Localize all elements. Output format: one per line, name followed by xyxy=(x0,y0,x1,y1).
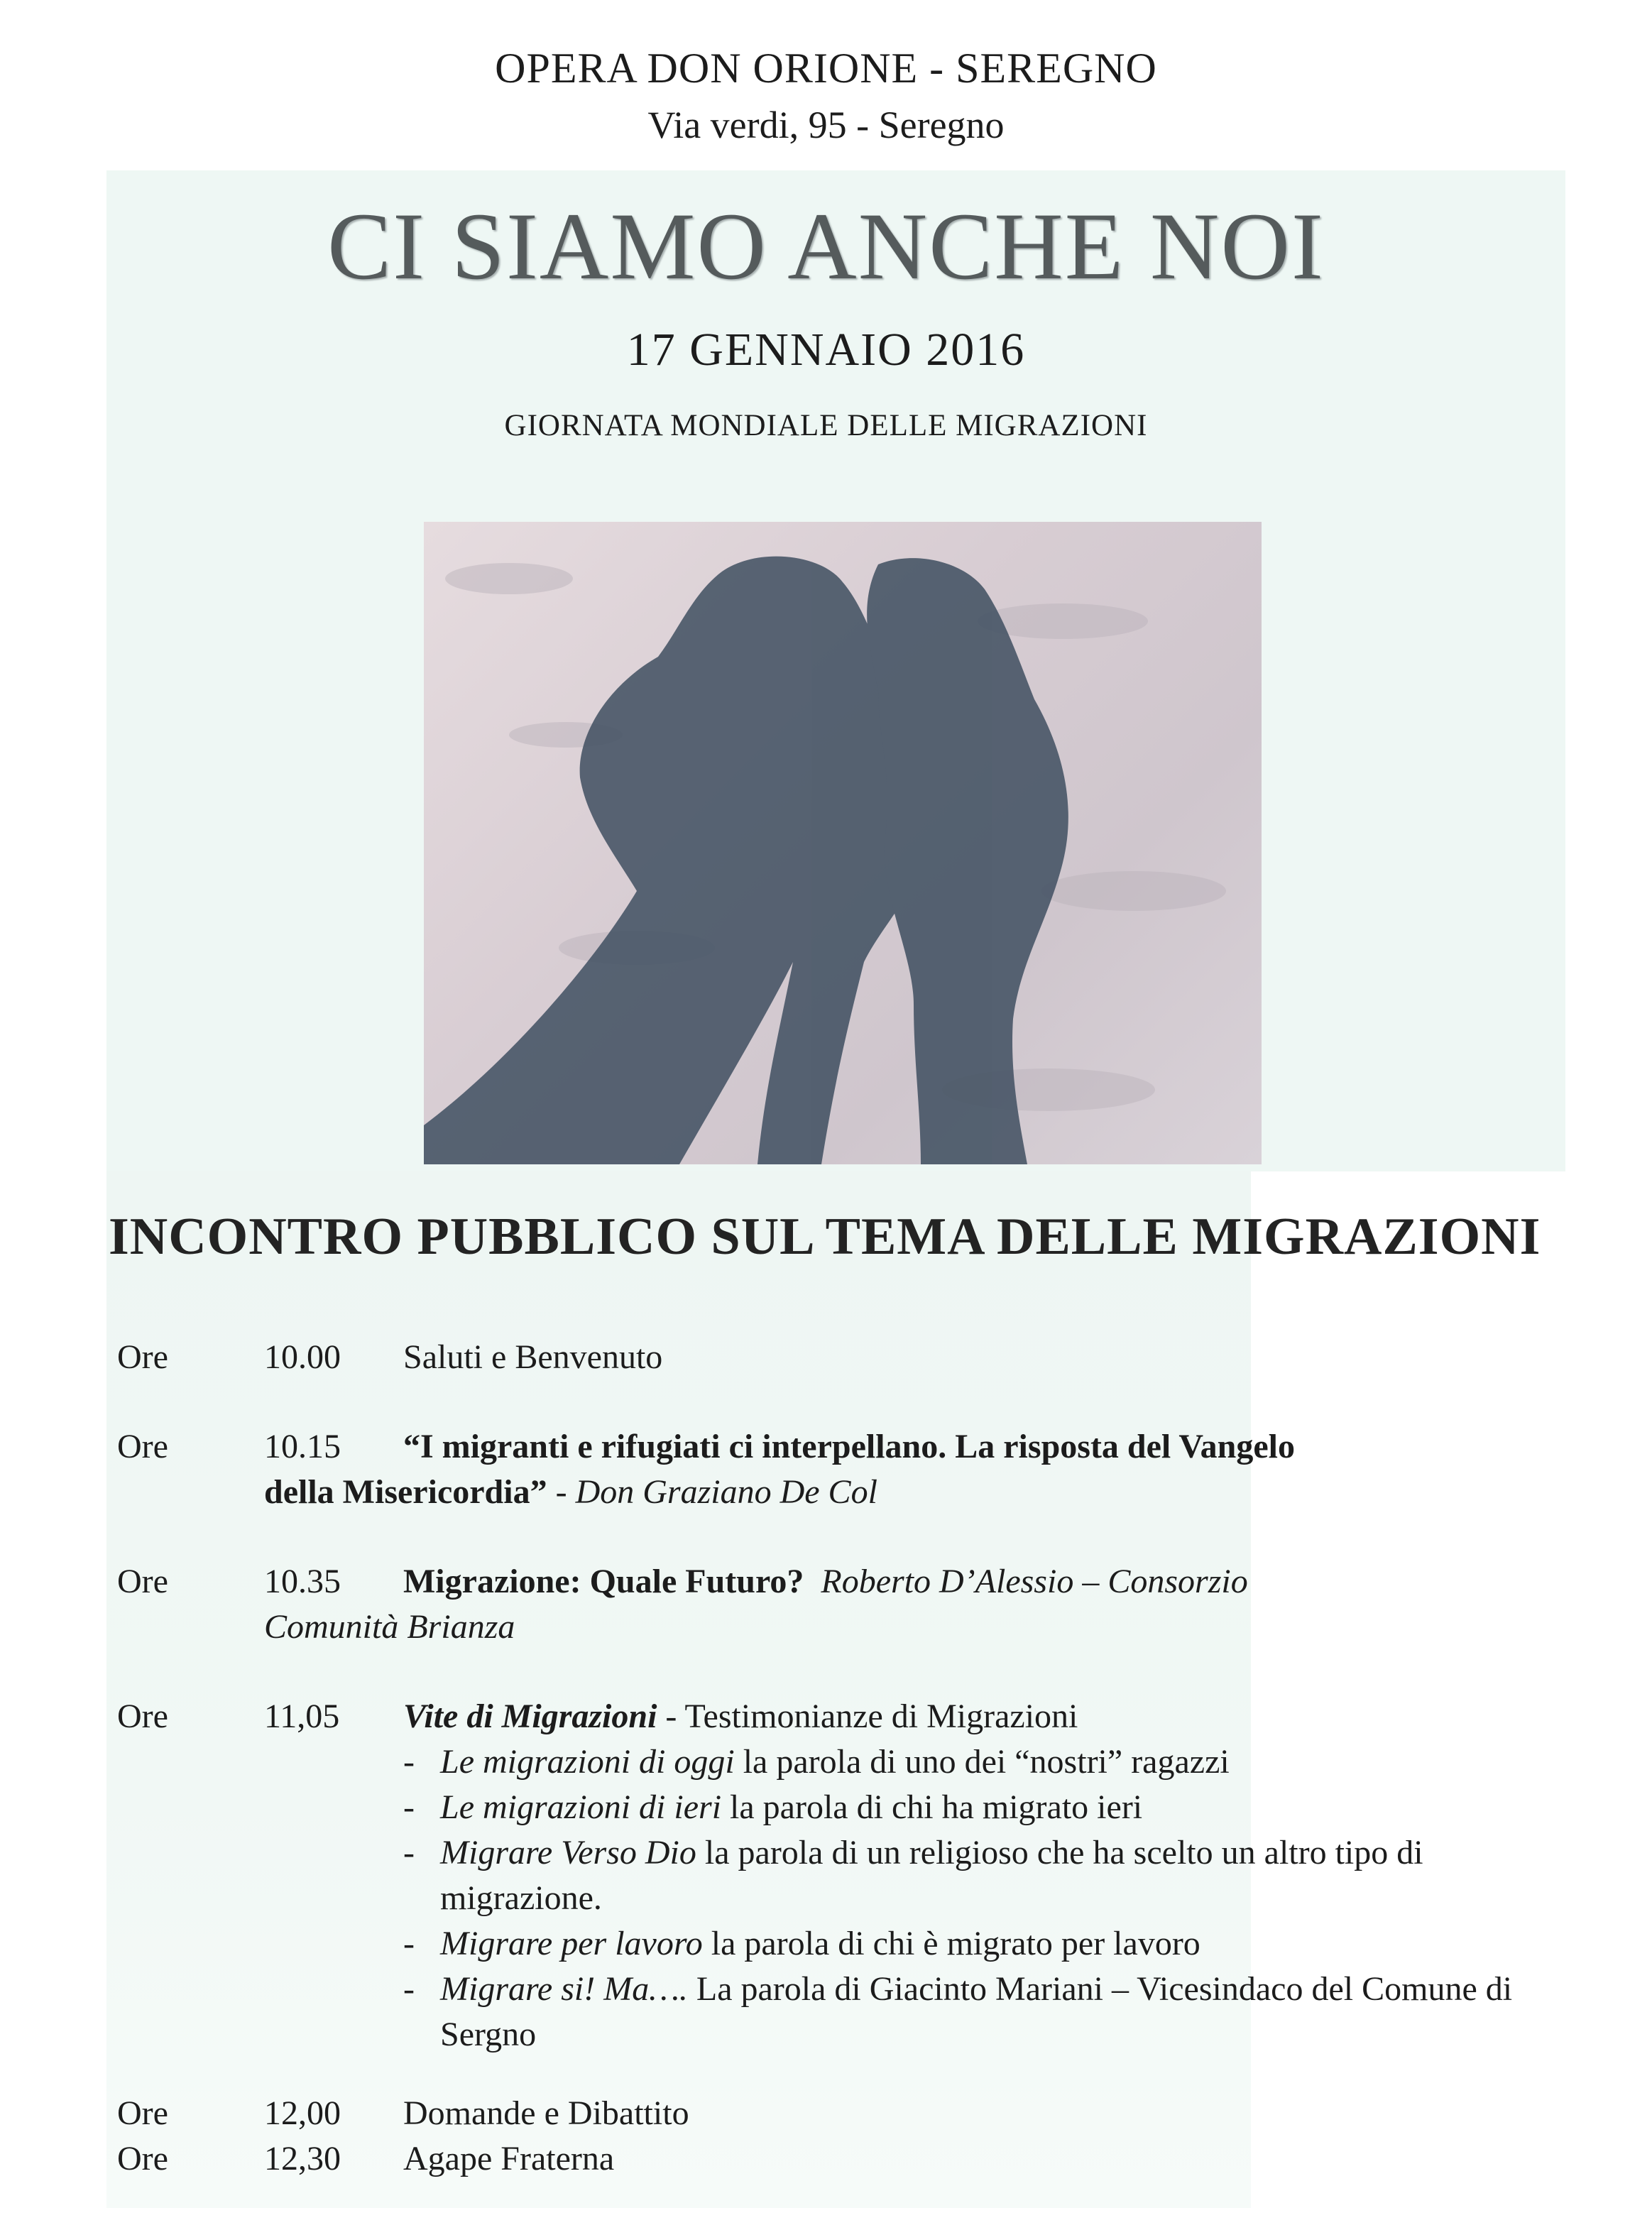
testimony-title: Migrare Verso Dio xyxy=(440,1834,696,1871)
talk-speaker: Don Graziano De Col xyxy=(575,1473,877,1511)
testimony-text: la parola di chi ha migrato ieri xyxy=(721,1788,1143,1826)
talk-title-part1: “I migranti e rifugiati ci interpellano. La risposta del Vangelo xyxy=(403,1428,1295,1465)
talk-separator: - xyxy=(547,1473,576,1511)
event-date: 17 GENNAIO 2016 xyxy=(626,324,1026,376)
testimony-title: Le migrazioni di oggi xyxy=(440,1743,735,1781)
ore-label: Ore xyxy=(117,1698,168,1735)
talk-speaker-continuation: Comunità Brianza xyxy=(264,1608,515,1646)
testimony-text: la parola di chi è migrato per lavoro xyxy=(702,1925,1200,1962)
program-description xyxy=(403,1694,1553,1739)
talk-title: Migrazione: Quale Futuro? xyxy=(403,1563,804,1600)
program-description: Domande e Dibattito xyxy=(403,2094,689,2132)
program-description: Saluti e Benvenuto xyxy=(403,1338,663,1376)
section-title: INCONTRO PUBBLICO SUL TEMA DELLE MIGRAZIONI xyxy=(109,1208,1541,1266)
program-description: Agape Fraterna xyxy=(403,2140,615,2177)
testimony-text: la parola di un religioso che ha scelto un altro tipo di migrazione. xyxy=(440,1834,1423,1917)
talk-title-part2: della Misericordia” xyxy=(264,1473,547,1511)
poster-title: CI SIAMO ANCHE NOI xyxy=(327,194,1325,300)
testimony-title: Migrare si! Ma…. xyxy=(440,1970,688,2008)
ore-label: Ore xyxy=(117,2140,168,2177)
program-time: 10.15 xyxy=(264,1428,341,1465)
talk-title: Vite di Migrazioni xyxy=(403,1698,657,1735)
talk-speaker: Roberto D’Alessio – Consorzio xyxy=(821,1563,1248,1600)
address: Via verdi, 95 - Seregno xyxy=(647,104,1005,146)
ore-label: Ore xyxy=(117,1338,168,1376)
program-time: 10.35 xyxy=(264,1563,341,1600)
ore-label: Ore xyxy=(117,1563,168,1600)
list-item: - Migrare si! Ma…. La parola di Giacinto Mariani – Vicesindaco del Comune di Sergno xyxy=(403,1970,1513,2053)
program-time: 12,00 xyxy=(264,2094,341,2132)
program-time: 12,30 xyxy=(264,2140,341,2177)
ore-label: Ore xyxy=(117,1428,168,1465)
testimony-title: Le migrazioni di ieri xyxy=(440,1788,722,1826)
testimony-text: la parola di uno dei “nostri” ragazzi xyxy=(734,1743,1230,1781)
program-time: 11,05 xyxy=(264,1698,340,1735)
event-subtitle: GIORNATA MONDIALE DELLE MIGRAZIONI xyxy=(504,409,1148,442)
list-item: - Le migrazioni di ieri la parola di chi ha migrato ieri xyxy=(403,1788,1143,1826)
list-item: - Migrare per lavoro la parola di chi è migrato per lavoro xyxy=(403,1925,1200,1962)
testimony-text: La parola di Giacinto Mariani – Vicesindaco del Comune di Sergno xyxy=(440,1970,1513,2053)
program-time: 10.00 xyxy=(264,1338,341,1376)
list-item: - Le migrazioni di oggi la parola di uno dei “nostri” ragazzi xyxy=(403,1743,1230,1781)
testimony-title: Migrare per lavoro xyxy=(440,1925,703,1962)
talk-subtitle: - Testimonianze di Migrazioni xyxy=(657,1698,1078,1735)
organization-name: OPERA DON ORIONE - SEREGNO xyxy=(495,45,1157,92)
shadow-photo xyxy=(424,522,1262,1164)
testimonies-list xyxy=(403,1739,1553,2057)
talk-continuation xyxy=(264,1470,1553,1515)
list-item: - Migrare Verso Dio la parola di un religioso che ha scelto un altro tipo di migrazione. xyxy=(403,1834,1423,1917)
ore-label: Ore xyxy=(117,2094,168,2132)
